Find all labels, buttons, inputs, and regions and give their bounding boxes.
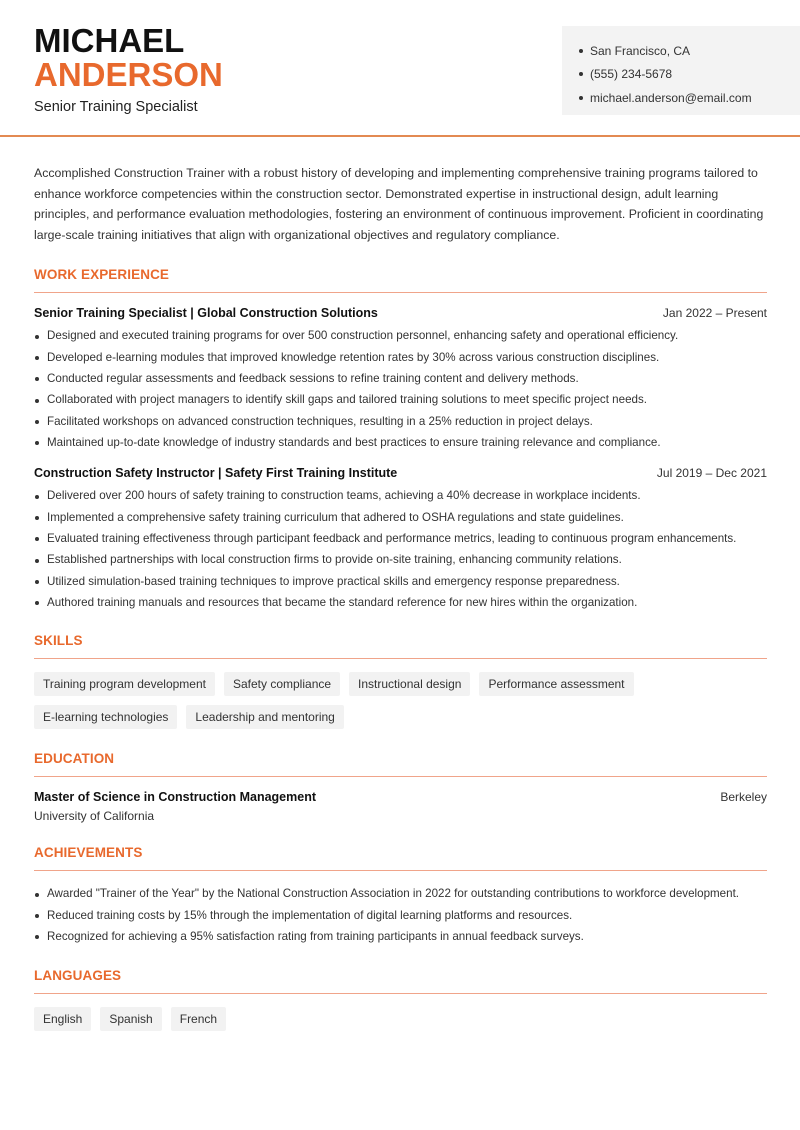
list-item: Evaluated training effectiveness through participant feedback and performance metrics, leading to continuous program enhancements. — [34, 530, 767, 548]
email-link[interactable]: michael.anderson@email.com — [590, 90, 752, 105]
education-location: Berkeley — [720, 790, 767, 805]
skill-tag: E-learning technologies — [34, 705, 177, 729]
job-header — [34, 466, 767, 480]
list-item: Awarded "Trainer of the Year" by the National Construction Association in 2022 for outstanding contributions to workforce development. — [34, 885, 767, 903]
list-item: Authored training manuals and resources that became the standard reference for new hires within the organization. — [34, 594, 767, 612]
resume-body — [34, 137, 767, 1031]
skill-tag: Leadership and mentoring — [186, 705, 343, 729]
languages-section — [34, 967, 767, 1031]
list-item: Developed e-learning modules that improved knowledge retention rates by 30% across various construction disciplines. — [34, 349, 767, 367]
job-role: Senior Training Specialist | Global Construction Solutions — [34, 306, 378, 321]
phone-text: (555) 234-5678 — [590, 67, 673, 82]
education-header — [34, 790, 767, 804]
language-tags — [34, 1007, 767, 1031]
section-title: ACHIEVEMENTS — [34, 844, 767, 871]
skill-tag: Safety compliance — [224, 672, 340, 696]
resume-header — [0, 0, 800, 137]
bullet-icon — [579, 49, 583, 53]
list-item: Conducted regular assessments and feedback sessions to refine training content and delivery methods. — [34, 370, 767, 388]
education-section — [34, 750, 767, 823]
first-name: MICHAEL — [34, 22, 185, 59]
bullet-icon — [579, 96, 583, 100]
job-bullets — [34, 327, 767, 451]
skill-tag: Instructional design — [349, 672, 470, 696]
skill-tags — [34, 672, 767, 729]
job-dates: Jan 2022 – Present — [662, 306, 767, 321]
contact-email[interactable] — [579, 86, 800, 110]
section-title: WORK EXPERIENCE — [34, 266, 767, 293]
work-experience-section — [34, 266, 767, 611]
skill-tag: Performance assessment — [479, 672, 633, 696]
achievements-section — [34, 844, 767, 945]
job-title: Senior Training Specialist — [34, 99, 198, 115]
achievement-bullets — [34, 885, 767, 945]
last-name: ANDERSON — [34, 56, 223, 93]
section-title: SKILLS — [34, 632, 767, 659]
language-tag: Spanish — [100, 1007, 161, 1031]
location-text: San Francisco, CA — [590, 43, 691, 58]
list-item: Maintained up-to-date knowledge of industry standards and best practices to ensure training relevance and compliance. — [34, 434, 767, 452]
contact-location — [579, 39, 800, 63]
language-tag: French — [171, 1007, 226, 1031]
job-role: Construction Safety Instructor | Safety First Training Institute — [34, 466, 398, 481]
list-item: Delivered over 200 hours of safety training to construction teams, achieving a 40% decrease in workplace incidents. — [34, 487, 767, 505]
list-item: Reduced training costs by 15% through the implementation of digital learning platforms and resources. — [34, 907, 767, 925]
list-item: Established partnerships with local construction firms to provide on-site training, enhancing community relations. — [34, 551, 767, 569]
list-item: Implemented a comprehensive safety training curriculum that adhered to OSHA regulations and state guidelines. — [34, 509, 767, 527]
skills-section — [34, 632, 767, 729]
job-header — [34, 306, 767, 320]
school-name: University of California — [34, 809, 155, 824]
section-title: LANGUAGES — [34, 967, 767, 994]
job-bullets — [34, 487, 767, 611]
list-item: Facilitated workshops on advanced construction techniques, resulting in a 25% reduction in project delays. — [34, 413, 767, 431]
education-entry — [34, 790, 767, 823]
list-item: Collaborated with project managers to identify skill gaps and tailored training solutions to meet specific project needs. — [34, 391, 767, 409]
list-item: Utilized simulation-based training techniques to improve practical skills and emergency response preparedness. — [34, 573, 767, 591]
skill-tag: Training program development — [34, 672, 215, 696]
language-tag: English — [34, 1007, 91, 1031]
summary-paragraph: Accomplished Construction Trainer with a robust history of developing and implementing comprehensive training programs tailored to enhance workforce competencies within the construction sector. Demonstrated expertise in instructional design, adult learning principles, and performance evaluation methodologies, fostering an environment of continuous improvement. Proficient in coordinating large-scale training initiatives that align with organizational objectives and regulatory compliance. — [34, 166, 764, 242]
job-entry — [34, 306, 767, 451]
bullet-icon — [579, 72, 583, 76]
contact-phone — [579, 63, 800, 87]
job-dates: Jul 2019 – Dec 2021 — [656, 466, 767, 481]
degree: Master of Science in Construction Management — [34, 790, 316, 805]
contact-box — [562, 26, 800, 115]
job-entry — [34, 466, 767, 611]
list-item: Recognized for achieving a 95% satisfaction rating from training participants in annual feedback surveys. — [34, 928, 767, 946]
list-item: Designed and executed training programs for over 500 construction personnel, enhancing safety and operational efficiency. — [34, 327, 767, 345]
section-title: EDUCATION — [34, 750, 767, 777]
